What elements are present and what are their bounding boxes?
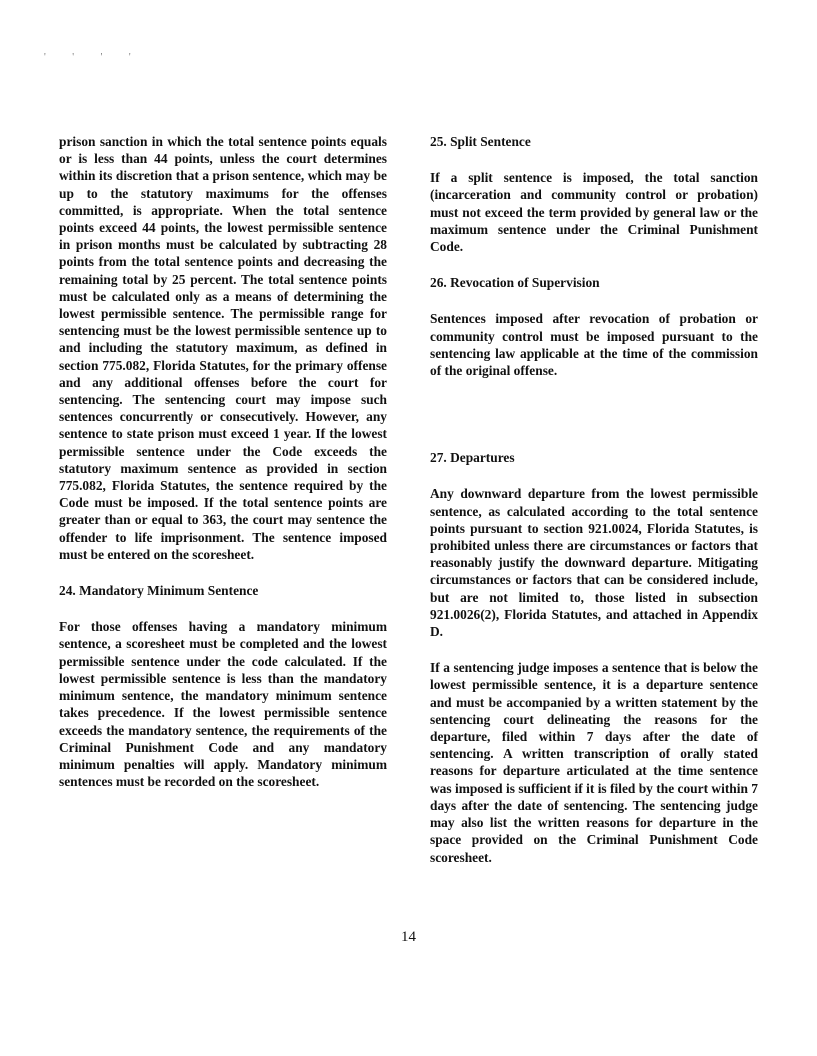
section-26-body: Sentences imposed after revocation of probation or community control must be imposed pursuant to the sentencing law applicable at the time of the commission of the original offense. [430,311,758,379]
page-number: 14 [401,929,416,945]
section-27-heading: 27. Departures [430,450,515,466]
left-column [59,133,387,790]
section-24-heading: 24. Mandatory Minimum Sentence [59,583,259,599]
section-26-heading: 26. Revocation of Supervision [430,275,600,291]
paragraph-prison-sanction: prison sanction in which the total sentence points equals or is less than 44 points, unless the court determines within its discretion that a prison sentence, which may be up to the statutory maximums for the offenses committed, is appropriate. When the total sentence points exceed 44 points, the lowest permissible sentence in prison months must be calculated by subtracting 28 points from the total sentence points and decreasing the remaining total by 25 percent. The total sentence points must be calculated only as a means of determining the lowest permissible sentence. The permissible range for sentencing must be the lowest permissible sentence up to and including the statutory maximum, as defined in section 775.082, Florida Statutes, for the primary offense and any additional offenses before the court for sentencing. The sentencing court may impose such sentences concurrently or consecutively. However, any sentence to state prison must exceed 1 year. If the lowest permissible sentence under the Code exceeds the statutory maximum sentence as provided in section 775.082, Florida Statutes, the sentence required by the Code must be imposed. If the total sentence points are greater than or equal to 363, the court may sentence the offender to life imprisonment. The sentence imposed must be entered on the scoresheet. [59,134,387,562]
right-column [430,133,758,866]
scan-speck-marks: ' ' ' ' [44,52,143,63]
section-24-body: For those offenses having a mandatory minimum sentence, a scoresheet must be completed and the lowest permissible sentence under the code calculated. If the lowest permissible sentence is less than the mandatory minimum sentence, the mandatory minimum sentence takes precedence. If the lowest permissible sentence exceeds the mandatory sentence, the requirements of the Criminal Punishment Code and any mandatory minimum penalties will apply. Mandatory minimum sentences must be recorded on the scoresheet. [59,619,387,790]
section-25-body: If a split sentence is imposed, the total sanction (incarceration and community control or probation) must not exceed the term provided by general law or the maximum sentence under the Criminal Punishment Code. [430,170,758,255]
section-27-body-2: If a sentencing judge imposes a sentence that is below the lowest permissible sentence, it is a departure sentence and must be accompanied by a written statement by the sentencing court delineating the reasons for the departure, filed within 7 days after the date of sentencing. A written transcription of orally stated reasons for departure articulated at the time sentence was imposed is sufficient if it is filed by the court within 7 days after the date of sentencing. The sentencing judge may also list the written reasons for departure in the space provided on the Criminal Punishment Code scoresheet. [430,660,758,865]
section-27-body-1: Any downward departure from the lowest permissible sentence, as calculated according to the total sentence points pursuant to section 921.0024, Florida Statutes, is prohibited unless there are circumstances or factors that reasonably justify the downward departure. Mitigating circumstances or factors that can be considered include, but are not limited to, those listed in subsection 921.0026(2), Florida Statutes, and attached in Appendix D. [430,486,758,640]
section-25-heading: 25. Split Sentence [430,134,531,149]
